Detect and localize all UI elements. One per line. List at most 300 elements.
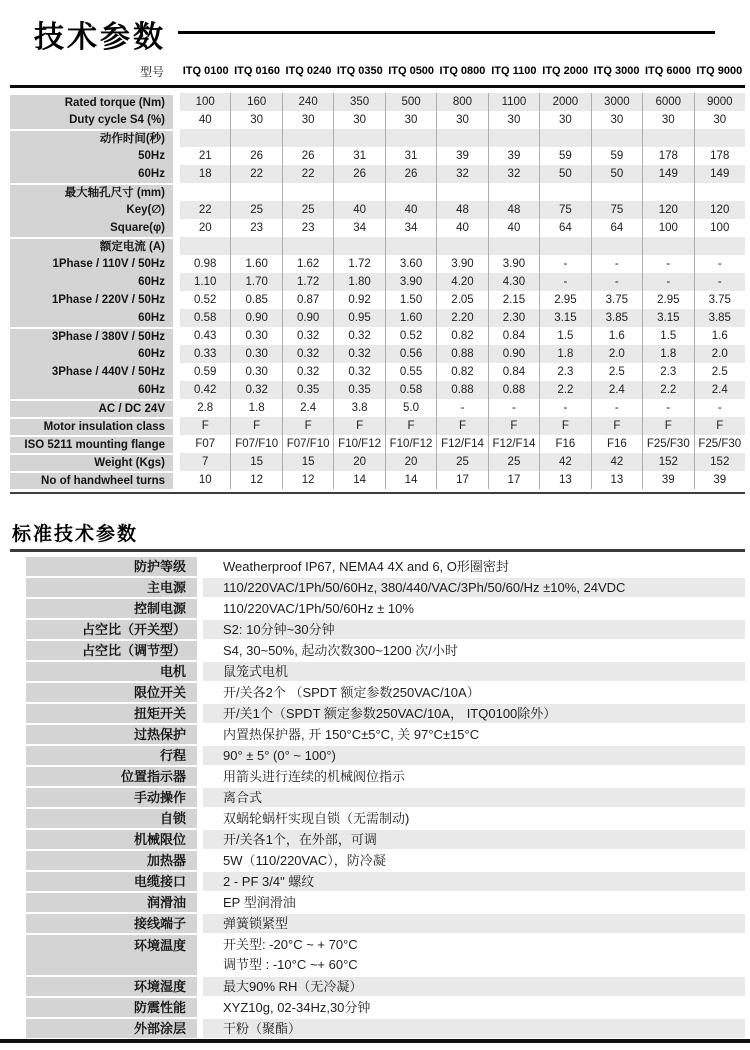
spec-cell [694, 237, 745, 255]
standard-param-label: 位置指示器 [26, 767, 197, 786]
spec-cell: 1.6 [694, 327, 745, 345]
spec-table-row [10, 147, 745, 165]
standard-param-row [10, 935, 745, 975]
spec-cell: 0.88 [488, 381, 539, 399]
standard-param-label: 防护等级 [26, 557, 197, 576]
spec-cell: - [488, 399, 539, 417]
spec-cell: F07/F10 [282, 435, 333, 453]
spec-cell: 42 [539, 453, 590, 471]
spec-cell: F12/F14 [488, 435, 539, 453]
spec-cell: 0.88 [436, 345, 487, 363]
spec-cell [488, 237, 539, 255]
spec-cell [333, 183, 384, 201]
spec-cell: 30 [488, 111, 539, 129]
standard-param-row [10, 788, 745, 807]
spec-cell [385, 129, 436, 147]
spec-cell: 4.20 [436, 273, 487, 291]
standard-param-value: 2 - PF 3/4" 螺纹 [203, 872, 745, 891]
model-header-row [10, 61, 745, 81]
spec-cell: 2.95 [642, 291, 693, 309]
spec-cell: 0.33 [180, 345, 230, 363]
spec-cell: 4.30 [488, 273, 539, 291]
spec-cell: - [591, 399, 642, 417]
section-title: 标准技术参数 [12, 524, 139, 545]
spec-cell: 178 [642, 147, 693, 165]
spec-cell: 350 [333, 93, 384, 111]
spec-cell: 13 [591, 471, 642, 489]
spec-cell: 42 [591, 453, 642, 471]
spec-cell: 120 [694, 201, 745, 219]
spec-cell: F [282, 417, 333, 435]
spec-cell: - [642, 399, 693, 417]
standard-param-value: 开/关1个（SPDT 额定参数250VAC/10A， ITQ0100除外） [203, 704, 745, 723]
spec-cell: 10 [198, 474, 212, 486]
spec-row-label: Rated torque (Nm) [10, 93, 173, 111]
spec-cell: 26 [282, 147, 333, 165]
spec-cell: 25 [230, 201, 281, 219]
spec-cell [539, 183, 590, 201]
spec-cell: 0.55 [385, 363, 436, 381]
spec-row-label: 60Hz [10, 165, 173, 183]
spec-cell: - [642, 273, 693, 291]
standard-param-label: 占空比（开关型） [26, 620, 197, 639]
spec-cell: 39 [488, 147, 539, 165]
spec-cell: 50 [591, 165, 642, 183]
spec-cell: 240 [282, 93, 333, 111]
spec-cell: 0.82 [436, 363, 487, 381]
spec-cell: 1.10 [180, 273, 230, 291]
spec-cell [694, 183, 745, 201]
spec-cell: 59 [539, 147, 590, 165]
spec-cell: 14 [385, 471, 436, 489]
spec-cell: 31 [333, 147, 384, 165]
spec-cell: - [539, 273, 590, 291]
spec-cell: 500 [385, 93, 436, 111]
spec-cell: 2.15 [488, 291, 539, 309]
spec-cell: 0.90 [230, 309, 281, 327]
spec-table-row [10, 255, 745, 273]
spec-cell: 1.8 [230, 399, 281, 417]
spec-row-label: Duty cycle S4 (%) [10, 111, 173, 129]
spec-cell: 20 [385, 453, 436, 471]
spec-cell: 20 [198, 222, 212, 234]
spec-cell: 26 [385, 165, 436, 183]
spec-cell: 0.59 [194, 366, 217, 378]
spec-table-row [10, 129, 745, 147]
spec-cell: 30 [385, 111, 436, 129]
standard-param-row [10, 1019, 745, 1038]
model-column-header: ITQ 9000 [696, 65, 743, 77]
standard-param-value: 用箭头进行连续的机械阀位指示 [223, 769, 406, 784]
spec-row-label: 60Hz [10, 309, 173, 327]
spec-cell: 12 [230, 471, 281, 489]
spec-cell: 17 [488, 471, 539, 489]
spec-cell: 2.4 [282, 399, 333, 417]
spec-row-label: Weight (Kgs) [10, 453, 173, 471]
model-column-header: ITQ 3000 [593, 65, 640, 77]
spec-cell [385, 237, 436, 255]
spec-cell: 14 [333, 471, 384, 489]
spec-cell: 32 [436, 165, 487, 183]
header-rule [10, 85, 745, 88]
standard-param-row [10, 809, 745, 828]
spec-cell: 18 [180, 165, 230, 183]
spec-cell: F [180, 417, 230, 435]
standard-param-value: 开/关各1个，在外部，可调 [203, 830, 745, 849]
spec-cell: 2.20 [436, 309, 487, 327]
spec-cell: 2.0 [694, 345, 745, 363]
spec-row-label: 60Hz [10, 273, 173, 291]
spec-table-row [10, 93, 745, 111]
spec-cell: 1.50 [385, 291, 436, 309]
standard-param-value-line: 调节型 : -10°C ~+ 60°C [223, 957, 358, 972]
spec-cell: 0.84 [488, 327, 539, 345]
spec-table-row [10, 165, 745, 183]
spec-cell: 0.32 [333, 363, 384, 381]
spec-cell: F25/F30 [642, 435, 693, 453]
standard-param-row [10, 767, 745, 786]
spec-cell: 0.35 [333, 381, 384, 399]
standard-param-label: 扭矩开关 [26, 704, 197, 723]
standard-param-label: 机械限位 [26, 830, 197, 849]
spec-cell: F25/F30 [694, 435, 745, 453]
spec-cell: 30 [333, 111, 384, 129]
spec-cell: 0.90 [488, 345, 539, 363]
spec-cell: 32 [488, 165, 539, 183]
standard-param-label: 环境温度 [26, 935, 197, 975]
spec-row-label: 额定电流 (A) [10, 237, 173, 255]
spec-row-label: 60Hz [10, 381, 173, 399]
spec-cell: F07/F10 [230, 435, 281, 453]
spec-row-label: 动作时间(秒) [10, 129, 173, 147]
standard-param-label: 接线端子 [26, 914, 197, 933]
spec-cell: 152 [642, 453, 693, 471]
spec-cell: 75 [539, 201, 590, 219]
spec-cell [333, 237, 384, 255]
model-column-header: ITQ 0160 [234, 65, 280, 77]
spec-cell: 39 [436, 147, 487, 165]
spec-cell: 0.52 [385, 327, 436, 345]
standard-param-value: 鼠笼式电机 [203, 662, 745, 681]
spec-cell: 100 [180, 93, 230, 111]
spec-table-row [10, 399, 745, 417]
spec-cell [539, 237, 590, 255]
standard-param-row [10, 683, 745, 702]
spec-row-label: 60Hz [10, 345, 173, 363]
spec-cell: F16 [591, 435, 642, 453]
page-bottom-rule [0, 1039, 750, 1043]
spec-cell: - [694, 255, 745, 273]
standard-param-value: S2: 10分钟~30分钟 [203, 620, 745, 639]
standard-param-row [10, 641, 745, 660]
spec-cell: 25 [436, 453, 487, 471]
spec-cell: 34 [333, 219, 384, 237]
spec-cell: 0.58 [385, 381, 436, 399]
spec-cell: 0.82 [436, 327, 487, 345]
spec-cell: - [539, 399, 590, 417]
standard-param-label: 环境湿度 [26, 977, 197, 996]
spec-cell [591, 237, 642, 255]
spec-row-label: Key(∅) [10, 201, 173, 219]
spec-cell: 0.32 [230, 381, 281, 399]
standard-param-label: 自锁 [26, 809, 197, 828]
standard-param-row [10, 725, 745, 744]
spec-cell: 2.5 [591, 363, 642, 381]
standard-param-value: 弹簧锁紧型 [203, 914, 745, 933]
standard-param-value: S4, 30~50%, 起动次数300~1200 次/小时 [223, 643, 458, 658]
spec-cell [591, 129, 642, 147]
spec-cell: 2.5 [694, 363, 745, 381]
standard-param-row [10, 893, 745, 912]
spec-cell: F10/F12 [385, 435, 436, 453]
spec-table-bottom-rule [10, 492, 745, 494]
spec-row-label: 最大轴孔尺寸 (mm) [10, 183, 173, 201]
spec-cell: 30 [539, 111, 590, 129]
spec-cell: F [333, 417, 384, 435]
spec-table-row [10, 201, 745, 219]
spec-cell: 12 [282, 471, 333, 489]
standard-param-row [10, 746, 745, 765]
spec-cell: 3.75 [591, 291, 642, 309]
standard-param-row [10, 578, 745, 597]
standard-param-value-line: 开关型: -20°C ~ + 70°C [223, 937, 358, 952]
spec-cell: 0.52 [194, 294, 217, 306]
standard-param-label: 限位开关 [26, 683, 197, 702]
spec-cell: F [436, 417, 487, 435]
spec-cell: 2.95 [539, 291, 590, 309]
spec-cell [282, 237, 333, 255]
spec-cell: 39 [642, 471, 693, 489]
spec-cell: F10/F12 [333, 435, 384, 453]
spec-cell: 100 [642, 219, 693, 237]
spec-cell: 0.30 [230, 345, 281, 363]
spec-cell: - [642, 255, 693, 273]
page-title: 技术参数 [34, 21, 166, 54]
spec-cell: 0.32 [282, 345, 333, 363]
spec-cell: 3.15 [642, 309, 693, 327]
standard-param-row [10, 872, 745, 891]
spec-cell: 40 [198, 114, 212, 126]
standard-param-value: 干粉（聚酯） [203, 1019, 745, 1038]
spec-cell: - [694, 273, 745, 291]
spec-table-row [10, 273, 745, 291]
standard-param-value [203, 935, 745, 975]
spec-cell: 30 [694, 111, 745, 129]
spec-cell: 0.30 [230, 363, 281, 381]
spec-cell [180, 183, 230, 201]
spec-cell: 0.88 [436, 381, 487, 399]
spec-cell [230, 129, 281, 147]
standard-param-value: 开/关各2个 （SPDT 额定参数250VAC/10A） [223, 685, 480, 700]
spec-cell [488, 129, 539, 147]
spec-cell [333, 129, 384, 147]
spec-cell: 22 [230, 165, 281, 183]
spec-cell: 64 [539, 219, 590, 237]
spec-cell: 1.8 [642, 345, 693, 363]
spec-cell: 3.8 [333, 399, 384, 417]
spec-cell: 26 [333, 165, 384, 183]
spec-cell: F [230, 417, 281, 435]
spec-cell: F [642, 417, 693, 435]
spec-cell: - [539, 255, 590, 273]
spec-cell [436, 183, 487, 201]
spec-table [10, 93, 745, 494]
spec-table-row [10, 345, 745, 363]
spec-cell: 2.2 [642, 381, 693, 399]
model-column-header: ITQ 0350 [336, 65, 383, 77]
spec-cell: - [591, 273, 642, 291]
spec-cell: - [591, 255, 642, 273]
spec-cell [488, 183, 539, 201]
spec-cell: 23 [282, 219, 333, 237]
standard-param-row [10, 599, 745, 618]
spec-row-label: 3Phase / 440V / 50Hz [10, 363, 173, 381]
spec-cell [385, 183, 436, 201]
standard-param-label: 占空比（调节型） [26, 641, 197, 660]
spec-cell: 26 [230, 147, 281, 165]
spec-cell: 2.8 [197, 402, 214, 414]
standard-param-value: 内置热保护器, 开 150°C±5°C, 关 97°C±15°C [223, 727, 480, 742]
spec-cell: 30 [642, 111, 693, 129]
standard-param-row [10, 557, 745, 576]
spec-cell: 1.70 [230, 273, 281, 291]
spec-cell: 48 [488, 201, 539, 219]
spec-cell: 800 [436, 93, 487, 111]
spec-cell: 0.32 [333, 327, 384, 345]
spec-cell: 3000 [591, 93, 642, 111]
spec-table-row [10, 291, 745, 309]
spec-cell: 30 [436, 111, 487, 129]
spec-cell: 1.72 [333, 255, 384, 273]
spec-cell: 2.30 [488, 309, 539, 327]
standard-param-label: 防震性能 [26, 998, 197, 1017]
spec-cell: 3.15 [539, 309, 590, 327]
standard-param-label: 外部涂层 [26, 1019, 197, 1038]
model-column-header: ITQ 6000 [644, 65, 691, 77]
spec-cell: 0.32 [333, 345, 384, 363]
spec-cell: 0.58 [180, 309, 230, 327]
standard-param-row [10, 704, 745, 723]
spec-cell: 1.5 [539, 327, 590, 345]
spec-cell: 1.60 [230, 255, 281, 273]
spec-cell: F12/F14 [436, 435, 487, 453]
model-column-header: ITQ 1100 [491, 65, 537, 77]
standard-param-row [10, 620, 745, 639]
spec-cell: F [385, 417, 436, 435]
spec-cell: F16 [539, 435, 590, 453]
spec-cell: 59 [591, 147, 642, 165]
spec-cell: 178 [694, 147, 745, 165]
section-rule [10, 549, 745, 552]
standard-param-label: 电缆接口 [26, 872, 197, 891]
spec-cell: 64 [591, 219, 642, 237]
model-row-label: 型号 [139, 64, 164, 79]
spec-table-row [10, 417, 745, 435]
spec-table-row [10, 435, 745, 453]
spec-cell: 25 [282, 201, 333, 219]
spec-cell: 3.85 [591, 309, 642, 327]
spec-cell [694, 129, 745, 147]
standard-param-label: 主电源 [26, 578, 197, 597]
spec-cell: 1.5 [642, 327, 693, 345]
spec-cell: 39 [694, 471, 745, 489]
spec-cell: 25 [488, 453, 539, 471]
model-column-header: ITQ 0800 [439, 65, 486, 77]
standard-param-value: XYZ10g, 02-34Hz,30分钟 [223, 1000, 371, 1015]
spec-cell: F [591, 417, 642, 435]
spec-cell [230, 183, 281, 201]
standard-param-label: 控制电源 [26, 599, 197, 618]
standard-param-value: 最大90% RH（无冷凝） [203, 977, 745, 996]
spec-table-row [10, 237, 745, 255]
standard-param-value: 双蜗轮蜗杆实现自锁（无需制动) [223, 811, 410, 826]
spec-cell: 17 [436, 471, 487, 489]
spec-cell: 1.60 [385, 309, 436, 327]
model-column-header: ITQ 2000 [542, 65, 589, 77]
standard-param-row [10, 998, 745, 1017]
spec-cell: 0.95 [333, 309, 384, 327]
spec-cell: 40 [385, 201, 436, 219]
spec-cell: 149 [694, 165, 745, 183]
spec-cell [282, 183, 333, 201]
spec-cell: 34 [385, 219, 436, 237]
spec-cell: 1.8 [539, 345, 590, 363]
spec-cell [642, 237, 693, 255]
spec-cell [436, 129, 487, 147]
spec-cell: 152 [694, 453, 745, 471]
spec-cell [539, 129, 590, 147]
standard-param-row [10, 830, 745, 849]
spec-cell: F07 [195, 438, 216, 450]
spec-cell: 0.92 [333, 291, 384, 309]
spec-cell [642, 183, 693, 201]
spec-cell: 7 [180, 453, 230, 471]
spec-cell: 3.90 [385, 273, 436, 291]
spec-cell: 15 [230, 453, 281, 471]
spec-row-label: ISO 5211 mounting flange [10, 435, 173, 453]
spec-cell [282, 129, 333, 147]
standard-param-value: 90° ± 5° (0° ~ 100°) [203, 746, 745, 765]
spec-cell [180, 237, 230, 255]
spec-cell: 3.60 [385, 255, 436, 273]
standard-param-row [10, 662, 745, 681]
spec-row-label: Square(φ) [10, 219, 173, 237]
spec-cell: 2.4 [694, 381, 745, 399]
spec-table-row [10, 363, 745, 381]
model-column-header: ITQ 0240 [285, 65, 332, 77]
standard-param-value: 110/220VAC/1Ph/50/60Hz, 380/440/VAC/3Ph/50/60/Hz ±10%, 24VDC [203, 578, 745, 597]
spec-cell: 5.0 [385, 399, 436, 417]
spec-row-label: Motor insulation class [10, 417, 173, 435]
spec-cell: 15 [282, 453, 333, 471]
spec-cell: 6000 [642, 93, 693, 111]
spec-cell: 75 [591, 201, 642, 219]
spec-cell: 2.3 [642, 363, 693, 381]
standard-param-label: 手动操作 [26, 788, 197, 807]
standard-param-label: 润滑油 [26, 893, 197, 912]
spec-cell: 20 [333, 453, 384, 471]
spec-table-row [10, 453, 745, 471]
spec-cell: 2.0 [591, 345, 642, 363]
standard-param-label: 加热器 [26, 851, 197, 870]
spec-cell: 149 [642, 165, 693, 183]
spec-table-row [10, 183, 745, 201]
spec-cell: 23 [230, 219, 281, 237]
spec-cell: 30 [230, 111, 281, 129]
spec-cell: 0.87 [282, 291, 333, 309]
spec-table-row [10, 381, 745, 399]
spec-cell: 48 [436, 201, 487, 219]
